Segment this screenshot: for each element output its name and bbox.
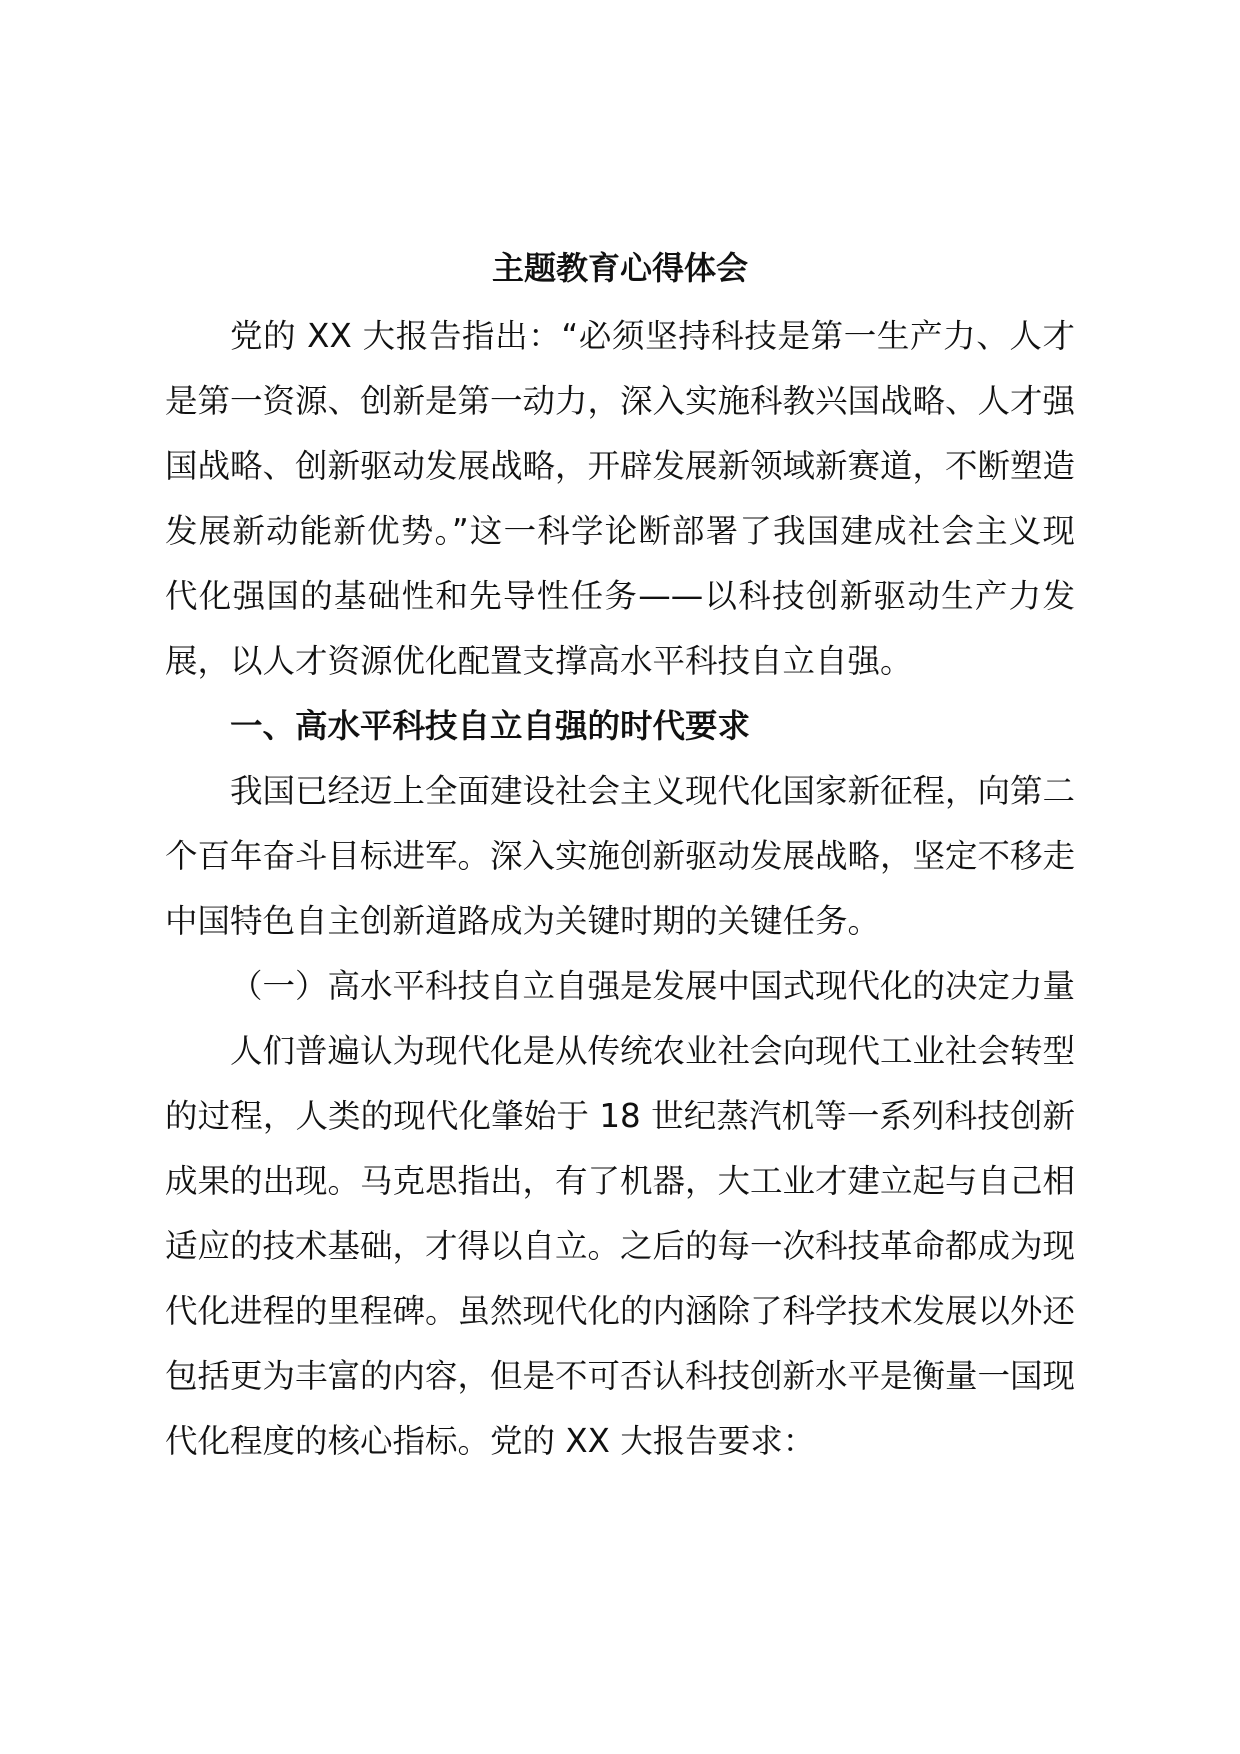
intro-paragraph: 党的 XX 大报告指出：“必须坚持科技是第一生产力、人才是第一资源、创新是第一动力，深入实施科教兴国战略、人才强国战略、创新驱动发展战略，开辟发展新领域新赛道，不断塑造发展新动能新优势。”这一科学论断部署了我国建成社会主义现代化强国的基础性和先导性任务——以科技创新驱动生产力发展，以人才资源优化配置支撑高水平科技自立自强。 xyxy=(165,317,1076,680)
subsection-heading: （一）高水平科技自立自强是发展中国式现代化的决定力量 xyxy=(230,967,1076,1005)
section-paragraph: 我国已经迈上全面建设社会主义现代化国家新征程，向第二个百年奋斗目标进军。深入实施创新驱动发展战略，坚定不移走中国特色自主创新道路成为关键时期的关键任务。 xyxy=(165,772,1076,940)
body-paragraph: 人们普遍认为现代化是从传统农业社会向现代工业社会转型的过程，人类的现代化肇始于 18 世纪蒸汽机等一系列科技创新成果的出现。马克思指出，有了机器，大工业才建立起与自己相适应的技术基础，才得以自立。之后的每一次科技革命都成为现代化进程的里程碑。虽然现代化的内涵除了科学技术发展以外还包括更为丰富的内容，但是不可否认科技创新水平是衡量一国现代化程度的核心指标。党的 XX 大报告要求： xyxy=(165,1032,1076,1460)
section-heading: 一、高水平科技自立自强的时代要求 xyxy=(230,707,751,745)
document-title: 主题教育心得体会 xyxy=(491,249,748,287)
document-page xyxy=(165,232,1075,1474)
